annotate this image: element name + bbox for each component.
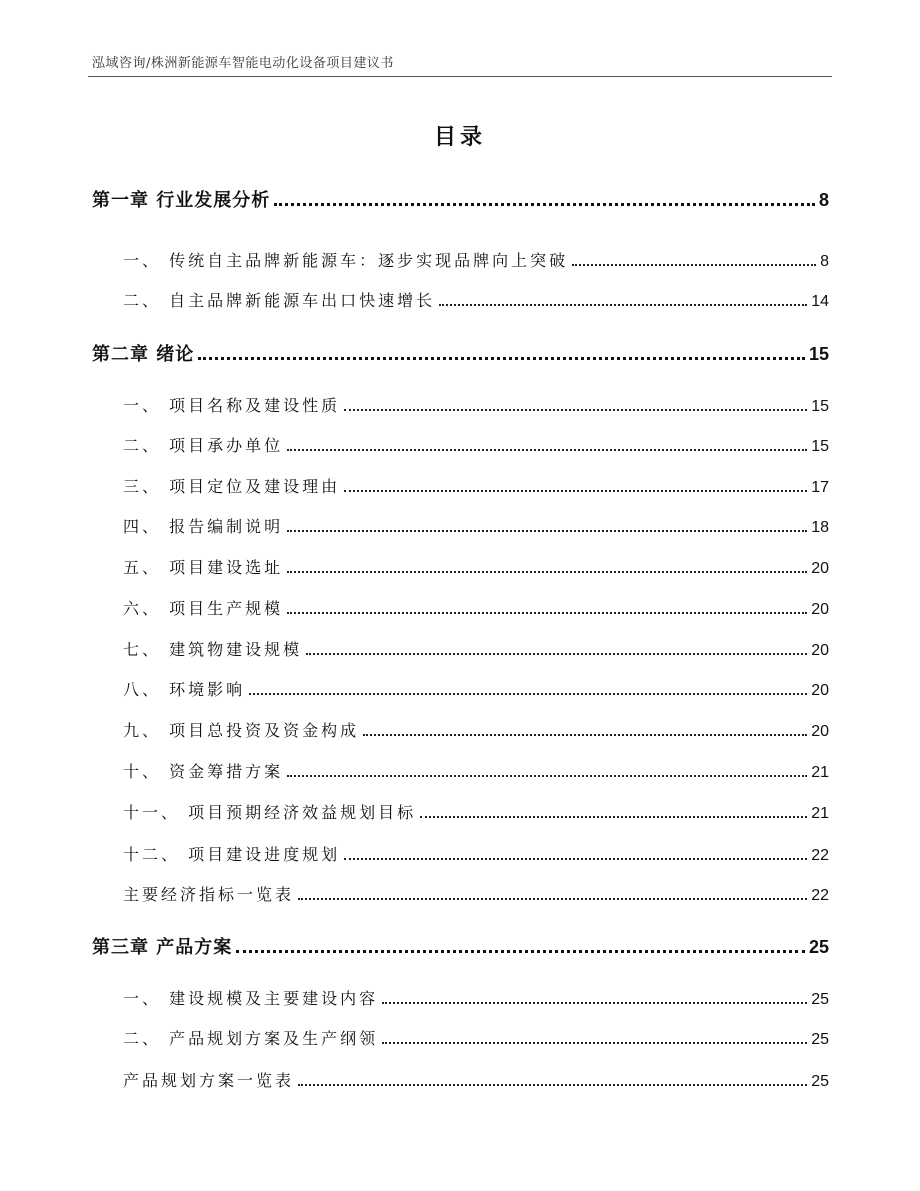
toc-leader-dots xyxy=(344,409,807,411)
toc-entry[interactable] xyxy=(123,759,829,782)
toc-page-number: 21 xyxy=(811,805,829,822)
toc-leader-dots xyxy=(298,898,807,900)
toc-entry[interactable] xyxy=(123,514,829,537)
toc-entry-label: 二、 项目承办单位 xyxy=(123,436,284,455)
toc-entry[interactable] xyxy=(92,340,829,366)
toc-leader-dots xyxy=(363,734,807,736)
toc-page-number: 15 xyxy=(811,438,829,455)
toc-entry[interactable] xyxy=(123,677,829,700)
toc-entry[interactable] xyxy=(123,596,829,619)
toc-entry-label: 一、 建设规模及主要建设内容 xyxy=(123,989,379,1008)
toc-page-number: 22 xyxy=(811,887,829,904)
toc-page-number: 20 xyxy=(811,723,829,740)
toc-leader-dots xyxy=(344,858,807,860)
toc-entry[interactable] xyxy=(92,186,829,212)
toc-entry-label: 三、 项目定位及建设理由 xyxy=(123,477,341,496)
toc-entry[interactable] xyxy=(123,1026,829,1049)
toc-entry[interactable] xyxy=(92,933,829,959)
toc-entry[interactable] xyxy=(123,1068,829,1091)
toc-leader-dots xyxy=(236,950,805,953)
toc-leader-dots xyxy=(382,1002,807,1004)
toc-leader-dots xyxy=(420,816,807,818)
toc-page-number: 20 xyxy=(811,560,829,577)
toc-entry[interactable] xyxy=(123,288,829,311)
toc-entry-label: 第二章 绪论 xyxy=(92,344,195,365)
toc-leader-dots xyxy=(287,775,807,777)
toc-entry-label: 第三章 产品方案 xyxy=(92,937,233,958)
toc-entry[interactable] xyxy=(123,986,829,1009)
toc-page-number: 15 xyxy=(811,398,829,415)
toc-page-number: 8 xyxy=(818,190,829,210)
toc-page-number: 8 xyxy=(820,253,829,270)
toc-entry[interactable] xyxy=(123,800,829,823)
toc-entry[interactable] xyxy=(123,393,829,416)
toc-entry-label: 一、 传统自主品牌新能源车：逐步实现品牌向上突破 xyxy=(123,251,569,270)
toc-entry[interactable] xyxy=(123,248,829,271)
toc-page-number: 25 xyxy=(808,937,829,957)
document-header: 泓域咨询/株洲新能源车智能电动化设备项目建议书 xyxy=(92,56,394,71)
toc-leader-dots xyxy=(439,304,807,306)
toc-leader-dots xyxy=(572,264,816,266)
toc-page-number: 21 xyxy=(811,764,829,781)
toc-leader-dots xyxy=(382,1042,807,1044)
toc-page-number: 15 xyxy=(808,344,829,364)
toc-entry-label: 二、 自主品牌新能源车出口快速增长 xyxy=(123,291,436,310)
toc-entry[interactable] xyxy=(123,842,829,865)
toc-entry-label: 六、 项目生产规模 xyxy=(123,599,284,618)
toc-page-number: 22 xyxy=(811,847,829,864)
toc-entry-label: 主要经济指标一览表 xyxy=(123,885,295,904)
toc-entry[interactable] xyxy=(123,637,829,660)
toc-entry[interactable] xyxy=(123,882,829,905)
toc-entry[interactable] xyxy=(123,433,829,456)
toc-entry-label: 八、 环境影响 xyxy=(123,680,246,699)
toc-page-number: 25 xyxy=(811,1031,829,1048)
toc-page-number: 18 xyxy=(811,519,829,536)
toc-entry-label: 一、 项目名称及建设性质 xyxy=(123,396,341,415)
toc-page-number: 25 xyxy=(811,1073,829,1090)
toc-page-number: 20 xyxy=(811,601,829,618)
toc-leader-dots xyxy=(274,203,815,206)
toc-leader-dots xyxy=(198,357,805,360)
toc-entry-label: 九、 项目总投资及资金构成 xyxy=(123,721,360,740)
toc-entry[interactable] xyxy=(123,555,829,578)
toc-leader-dots xyxy=(287,449,807,451)
toc-leader-dots xyxy=(287,530,807,532)
toc-entry-label: 十二、 项目建设进度规划 xyxy=(123,845,341,864)
toc-entry-label: 五、 项目建设选址 xyxy=(123,558,284,577)
toc-entry[interactable] xyxy=(123,474,829,497)
toc-page-number: 20 xyxy=(811,642,829,659)
toc-entry-label: 七、 建筑物建设规模 xyxy=(123,640,303,659)
toc-leader-dots xyxy=(249,693,807,695)
toc-leader-dots xyxy=(298,1084,807,1086)
toc-entry-label: 第一章 行业发展分析 xyxy=(92,190,271,211)
toc-page-number: 20 xyxy=(811,682,829,699)
toc-entry-label: 二、 产品规划方案及生产纲领 xyxy=(123,1029,379,1048)
toc-leader-dots xyxy=(344,490,807,492)
toc-leader-dots xyxy=(287,571,807,573)
toc-entry-label: 十一、 项目预期经济效益规划目标 xyxy=(123,803,417,822)
toc-leader-dots xyxy=(287,612,807,614)
toc-page-number: 25 xyxy=(811,991,829,1008)
toc-entry-label: 四、 报告编制说明 xyxy=(123,517,284,536)
toc-title: 目录 xyxy=(433,125,486,150)
toc-leader-dots xyxy=(306,653,807,655)
toc-entry[interactable] xyxy=(123,718,829,741)
toc-entry-label: 十、 资金筹措方案 xyxy=(123,762,284,781)
toc-entry-label: 产品规划方案一览表 xyxy=(123,1071,295,1090)
toc-page-number: 17 xyxy=(811,479,829,496)
toc-page-number: 14 xyxy=(811,293,829,310)
